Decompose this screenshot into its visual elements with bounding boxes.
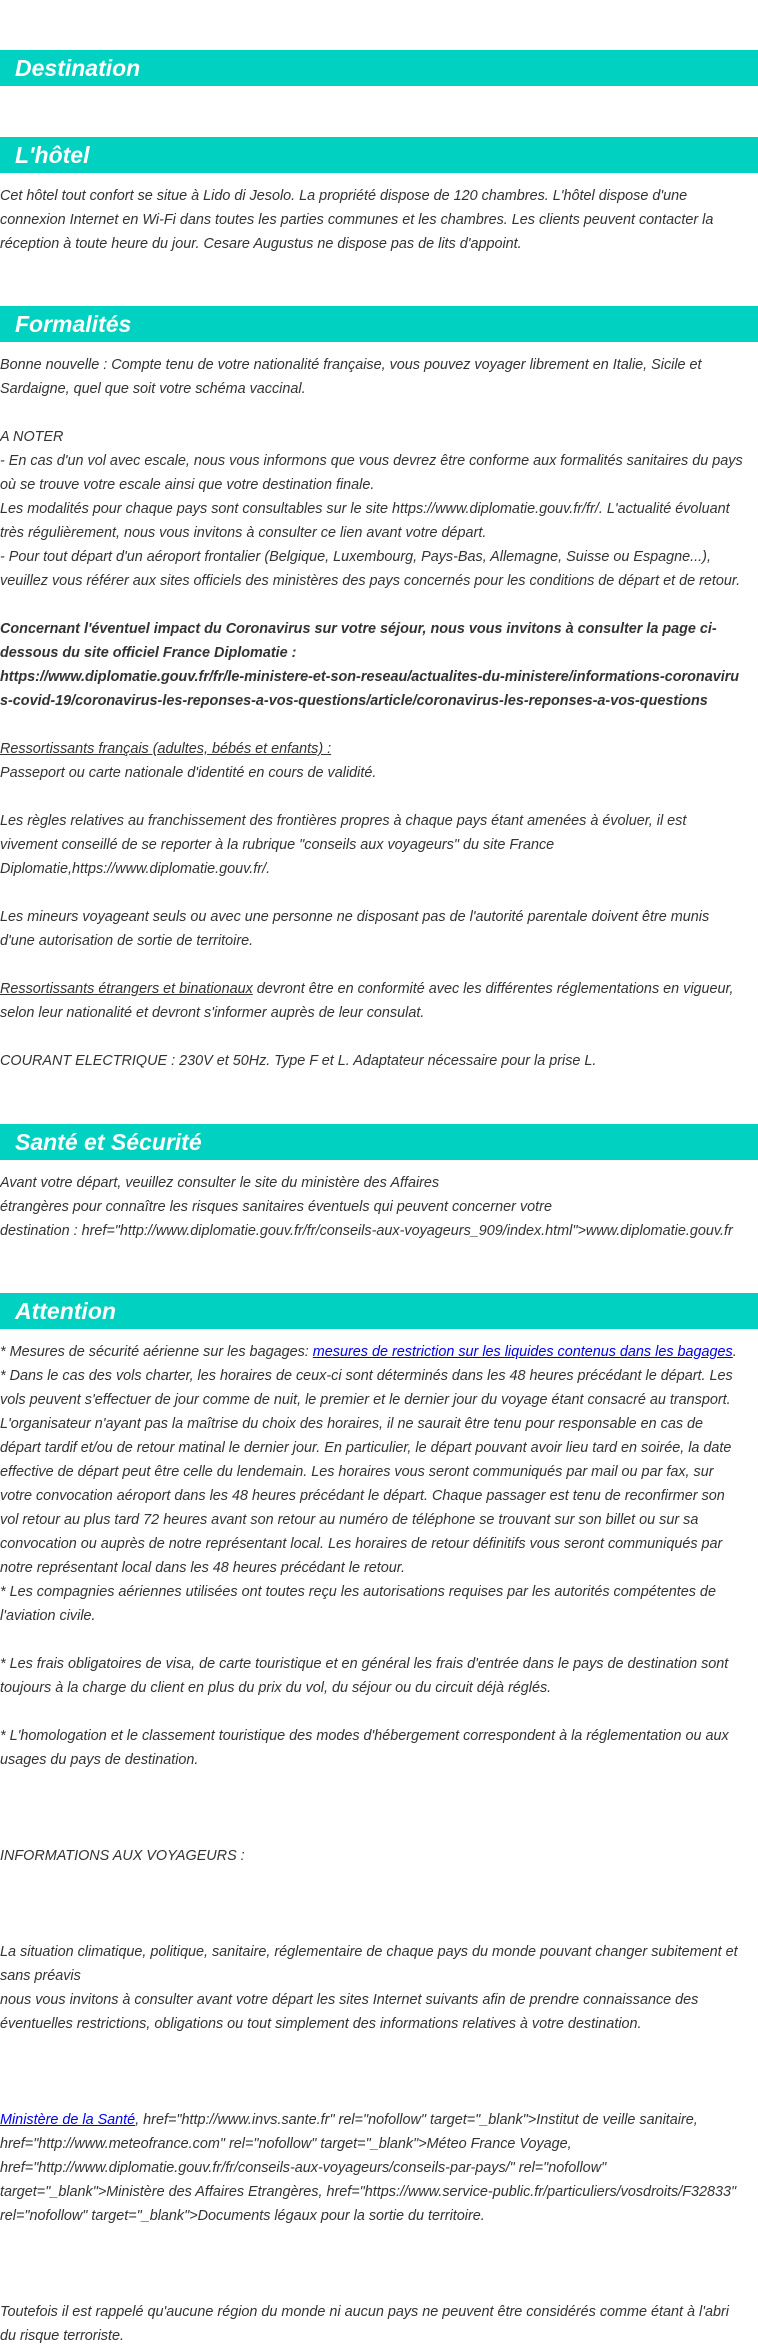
ressortissants-etrangers-text: devront être en conformité avec les différentes réglementations en vigueur, selon leur nationalité et devront s'informer auprès de leur consulat. <box>0 981 734 1021</box>
formalites-intro: Bonne nouvelle : Compte tenu de votre nationalité française, vous pouvez voyager librement en Italie, Sicile et Sardaigne, quel que soit votre schéma vaccinal. <box>0 357 702 397</box>
formalites-covid-notice: Concernant l'éventuel impact du Coronavirus sur votre séjour, nous vous invitons à consulter la page ci-dessous du site officiel France Diplomatie : <box>0 621 717 661</box>
formalites-noter-2: Les modalités pour chaque pays sont consultables sur le site https://www.diplomatie.gouv.fr/fr/. L'actualité évoluant très régulièrement, nous vous invitons à consulter ce lien avant votre départ. <box>0 501 730 541</box>
informations-voyageurs-label: INFORMATIONS AUX VOYAGEURS : <box>0 1848 245 1864</box>
hotel-description: Cet hôtel tout confort se situe à Lido di Jesolo. La propriété dispose de 120 chambres. L'hôtel dispose d'une connexion Internet en Wi-Fi dans toutes les parties communes et les chambres. Les clients peuvent contacter la réception à toute heure du jour. Cesare Augustus ne dispose pas de lits d'appoint. <box>0 188 714 252</box>
attention-title: Attention <box>15 1298 116 1324</box>
section-header-destination <box>0 50 758 86</box>
sante-line-1: Avant votre départ, veuillez consulter le site du ministère des Affaires <box>0 1175 440 1191</box>
attention-homologation: * L'homologation et le classement touristique des modes d'hébergement correspondent à la réglementation ou aux usages du pays de destination. <box>0 1728 729 1768</box>
formalites-title: Formalités <box>15 311 132 337</box>
attention-compagnies: * Les compagnies aériennes utilisées ont toutes reçu les autorisations requises par les autorités compétentes de l'aviation civile. <box>0 1584 716 1624</box>
bagages-restriction-link[interactable]: mesures de restriction sur les liquides contenus dans les bagages <box>312 1344 733 1360</box>
formalites-noter-label: A NOTER <box>0 429 64 445</box>
attention-situation-1: La situation climatique, politique, sanitaire, réglementaire de chaque pays du monde pouvant changer subitement et sans préavis <box>0 1944 738 1984</box>
ministere-sante-link[interactable]: Ministère de la Santé <box>0 2112 136 2128</box>
formalites-covid-url: https://www.diplomatie.gouv.fr/fr/le-ministere-et-son-reseau/actualites-du-ministere/informations-coronavirus-covid-19/coronavirus-les-reponses-a-vos-questions/article/coronavirus-les-reponses-a-vos-questions <box>0 669 740 709</box>
section-header-attention <box>0 1293 758 1329</box>
ressortissants-etrangers-label: Ressortissants étrangers et binationaux <box>0 981 253 997</box>
attention-body <box>0 1340 746 2348</box>
attention-terrorisme: Toutefois il est rappelé qu'aucune région du monde ni aucun pays ne peuvent être considérés comme étant à l'abri du risque terroriste. <box>0 2304 729 2344</box>
attention-bagages-suffix: . <box>732 1344 737 1360</box>
sante-line-2: étrangères pour connaître les risques sanitaires éventuels qui peuvent concerner votre <box>0 1199 552 1215</box>
ressortissants-francais-text: Passeport ou carte nationale d'identité en cours de validité. <box>0 765 377 781</box>
attention-charter: * Dans le cas des vols charter, les horaires de ceux-ci sont déterminés dans les 48 heures précédant le départ. Les vols peuvent s'effectuer de jour comme de nuit, le premier et le dernier jour du voyage étant consacré au transport. L'organisateur n'ayant pas la maîtrise du choix des horaires, il ne saurait être tenu pour responsable en cas de départ tardif et/ou de retour matinal le dernier jour. En particulier, le départ pouvant avoir lieu tard en soirée, la date effective de départ peut être celle du lendemain. Les horaires vous seront communiqués par mail ou par fax, sur votre convocation aéroport dans les 48 heures précédant le départ. Chaque passager est tenu de reconfirmer son vol retour au plus tard 72 heures avant son retour au numéro de téléphone se trouvant sur son billet ou sur sa convocation ou auprès de notre représentant local. Les horaires de retour définitifs vous seront communiqués par notre représentant local dans les 48 heures précédant le retour. <box>0 1368 733 1576</box>
attention-sites-rest: , href="http://www.invs.sante.fr" rel="nofollow" target="_blank">Institut de veille sanitaire, href="http://www.meteofrance.com" rel="nofollow" target="_blank">Méteo France Voyage, href="http://www.diplomatie.gouv.fr/fr/conseils-aux-voyageurs/conseils-par-pays/" rel="nofollow" target="_blank">Ministère des Affaires Etrangères, href="https://www.service-public.fr/particuliers/vosdroits/F32833" rel="nofollow" target="_blank">Documents légaux pour la sortie du territoire. <box>0 2112 737 2224</box>
formalites-mineurs: Les mineurs voyageant seuls ou avec une personne ne disposant pas de l'autorité parentale doivent être munis d'une autorisation de sortie de territoire. <box>0 909 710 949</box>
courant-electrique: COURANT ELECTRIQUE : 230V et 50Hz. Type F et L. Adaptateur nécessaire pour la prise L. <box>0 1053 597 1069</box>
section-header-hotel <box>0 137 758 173</box>
section-header-sante <box>0 1124 758 1160</box>
formalites-noter-1: - En cas d'un vol avec escale, nous vous informons que vous devrez être conforme aux formalités sanitaires du pays où se trouve votre escale ainsi que votre destination finale. <box>0 453 743 493</box>
attention-frais: * Les frais obligatoires de visa, de carte touristique et en général les frais d'entrée dans le pays de destination sont toujours à la charge du client en plus du prix du vol, du séjour ou du circuit déjà réglés. <box>0 1656 729 1696</box>
attention-situation-2: nous vous invitons à consulter avant votre départ les sites Internet suivants afin de prendre connaissance des éventuelles restrictions, obligations ou tout simplement des informations relatives à votre destination. <box>0 1992 699 2032</box>
section-header-formalites <box>0 306 758 342</box>
attention-bagages-prefix: * Mesures de sécurité aérienne sur les bagages: <box>0 1344 313 1360</box>
attention-sites-list <box>0 2108 746 2228</box>
hotel-title: L'hôtel <box>15 142 90 168</box>
ressortissants-etrangers <box>0 977 746 1025</box>
sante-line-3: destination : href="http://www.diplomatie.gouv.fr/fr/conseils-aux-voyageurs_909/index.html">www.diplomatie.gouv.fr <box>0 1223 733 1239</box>
sante-title: Santé et Sécurité <box>15 1129 202 1155</box>
destination-title: Destination <box>15 55 141 81</box>
formalites-regles: Les règles relatives au franchissement des frontières propres à chaque pays étant amenées à évoluer, il est vivement conseillé de se reporter à la rubrique "conseils aux voyageurs" du site France Diplomatie,https://www.diplomatie.gouv.fr/. <box>0 813 687 877</box>
formalites-body <box>0 353 746 1073</box>
sante-body <box>0 1171 758 1243</box>
attention-bagages <box>0 1340 746 1364</box>
ressortissants-francais-label: Ressortissants français (adultes, bébés et enfants) : <box>0 741 332 757</box>
formalites-noter-3: - Pour tout départ d'un aéroport frontalier (Belgique, Luxembourg, Pays-Bas, Allemagne, Suisse ou Espagne...), veuillez vous référer aux sites officiels des ministères des pays concernés pour les conditions de départ et de retour. <box>0 549 741 589</box>
